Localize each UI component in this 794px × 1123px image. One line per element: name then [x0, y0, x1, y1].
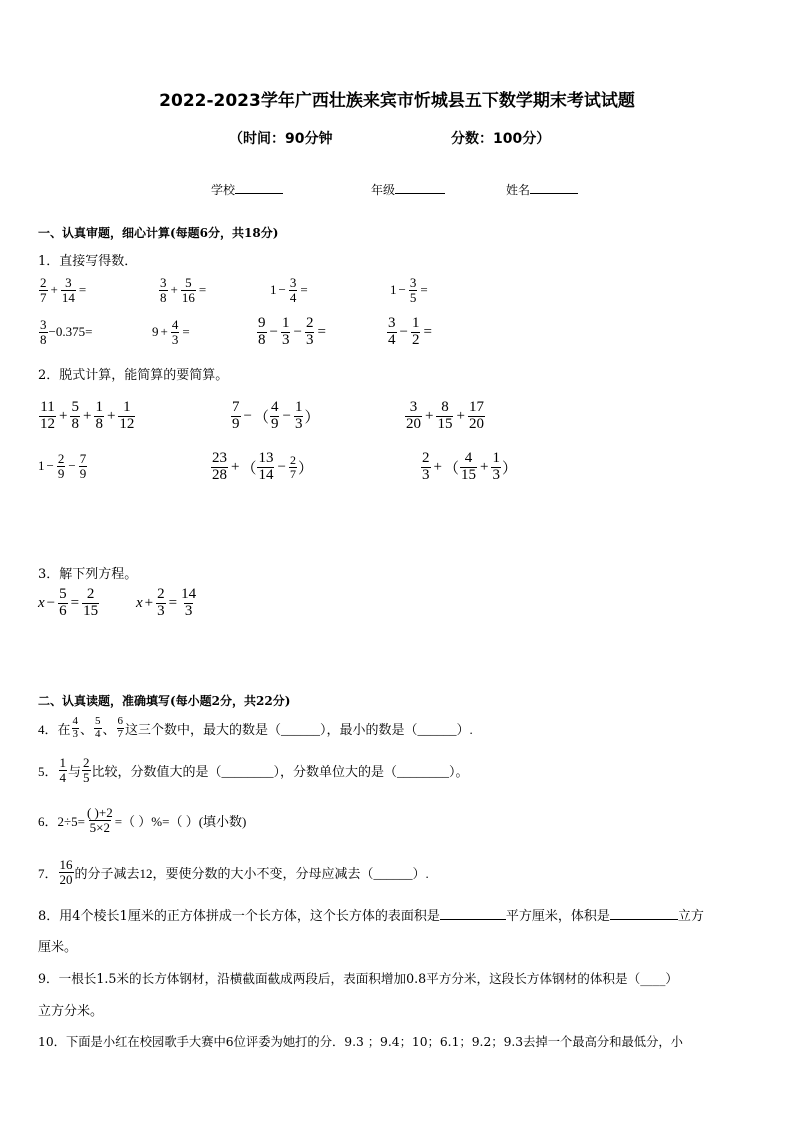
fraction: 3 8 [40, 317, 47, 347]
fraction: $\frac{5}{8}$ [71, 399, 79, 432]
q8-line-2: 厘米。 [38, 940, 78, 955]
fraction: 4 15 [460, 450, 476, 483]
q8-line-1: 8．用4个棱长1厘米的正方体拼成一个长方体，这个长方体的表面积是 平方厘米，体积是 立方 [38, 909, 704, 924]
fraction: 9 8 [258, 315, 266, 348]
q1-prompt: 1．直接写得数． [38, 254, 138, 269]
fraction: 23 28 [212, 450, 227, 483]
fraction: 11 12 [40, 399, 55, 432]
section2-heading: 二、认真读题，准确填写(每小题2分，共22分) [38, 694, 291, 708]
q1-item-4: 1 − $\frac{3}{5}$ = [390, 275, 428, 305]
q1-item-3: 1 − $\frac{3}{4}$ = [270, 275, 308, 305]
grade-label: 年级 [371, 183, 396, 197]
q5: 5． 1 4 与 2 5 比较，分数值大的是（________），分数单位大的是（________）。 [38, 755, 469, 785]
school-field[interactable] [211, 181, 283, 198]
fraction: 2 5 [83, 755, 90, 785]
fraction: $\frac{5}{16}$ [181, 275, 195, 305]
fraction: 3 8 [160, 275, 167, 305]
q3-equation-2: x + $\frac{2}{3}$ = $\frac{14}{3}$ [136, 586, 197, 619]
q2-item-4: 1 − $\frac{2}{9}$ − $\frac{7}{9}$ [38, 451, 87, 481]
q1-item-6: 9 + $\frac{4}{3}$ = [152, 317, 190, 347]
fraction: 1 4 [59, 755, 67, 785]
fraction: $\frac{7}{9}$ [79, 451, 87, 481]
fraction: 4 9 [270, 399, 279, 432]
section1-heading: 一、认真审题，细心计算(每题6分，共18分) [38, 226, 279, 240]
fraction: 3 20 [406, 399, 421, 432]
q1-item-1: 2 7 + $\frac{3}{14}$ = [40, 275, 87, 305]
fraction: 6 7 [117, 715, 124, 740]
fraction: $\frac{4}{3}$ [171, 317, 179, 347]
fraction: 5 4 [95, 715, 101, 740]
q3-equation-1: x − $\frac{5}{6}$ = $\frac{2}{15}$ [38, 586, 99, 619]
fraction: 2 3 [422, 450, 430, 483]
q6: 6．2÷5= $\frac{( )+2}{5\times 2}$ =（ ）%=（ ）(填小数) [38, 805, 247, 835]
fraction: 7 9 [232, 399, 240, 432]
q3-prompt: 3．解下列方程。 [38, 567, 138, 582]
fraction: $\frac{3}{4}$ [289, 275, 297, 305]
fraction: 13 14 [258, 450, 274, 483]
fraction: $\frac{1}{2}$ [411, 315, 420, 348]
fraction: $\frac{1}{3}$ [281, 315, 290, 348]
fraction: $\frac{14}{3}$ [181, 586, 197, 619]
q1-item-2: 3 8 + $\frac{5}{16}$ = [160, 275, 207, 305]
q2-item-2: 7 9 − （ 4 9 − $\frac{1}{3}$ ） [232, 399, 320, 432]
fraction: $\frac{1}{3}$ [294, 399, 303, 432]
q1-item-8: 3 4 − $\frac{1}{2}$ = [388, 315, 432, 348]
q2-item-6: 2 3 + （ 4 15 + $\frac{1}{3}$ ） [422, 450, 517, 483]
q2-prompt: 2．脱式计算，能简算的要简算。 [38, 368, 229, 383]
fraction: $\frac{2}{9}$ [57, 451, 65, 481]
fraction: $\frac{5}{6}$ [59, 586, 67, 619]
fraction: 3 4 [388, 315, 396, 348]
fraction: $\frac{17}{20}$ [468, 399, 484, 432]
q10: 10．下面是小红在校园歌手大赛中6位评委为她打的分．9.3 ；9.4；10；6.1；9.2；9.3去掉一个最高分和最低分，小 [38, 1035, 683, 1049]
score-label: 分数：100分） [451, 131, 551, 147]
fraction: $\frac{( )+2}{5\times 2}$ [86, 805, 113, 835]
fraction: $\frac{2}{15}$ [83, 586, 99, 619]
fraction: $\frac{3}{14}$ [61, 275, 75, 305]
q2-item-3: 3 20 + $\frac{8}{15}$ + $\frac{17}{20}$ [406, 399, 484, 432]
q4: 4．在 4 3 、 5 4 、 6 7 这三个数中，最大的数是（______），最小的数是（______）. [38, 715, 473, 740]
fraction: $\frac{8}{15}$ [437, 399, 453, 432]
school-label: 学校 [211, 183, 236, 197]
name-label: 姓名 [506, 183, 531, 197]
q9-line-2: 立方分米。 [38, 1004, 104, 1019]
fraction: $\frac{2}{7}$ [289, 453, 296, 481]
name-field[interactable] [506, 181, 578, 198]
fraction: $\frac{1}{8}$ [95, 399, 103, 432]
time-label: （时间：90分钟 [229, 131, 333, 147]
q2-item-5: 23 28 + （ 13 14 − $\frac{2}{7}$ ） [212, 450, 313, 483]
q2-item-1: 11 12 + $\frac{5}{8}$ + $\frac{1}{8}$ + $\frac{1}{12}$ [40, 399, 135, 432]
grade-field[interactable] [371, 181, 445, 198]
fraction: $\frac{1}{3}$ [492, 450, 500, 483]
q9-line-1: 9．一根长1.5米的长方体钢材，沿横截面截成两段后，表面积增加0.8平方分米，这段长方体钢材的体积是（____） [38, 971, 678, 986]
page-title: 2022-2023学年广西壮族来宾市忻城县五下数学期末考试试题 [159, 91, 635, 111]
fraction: 2 7 [40, 275, 47, 305]
fraction: 4 3 [72, 715, 79, 740]
q1-item-5: 3 8 −0.375= [40, 317, 93, 347]
q1-item-7: 9 8 − $\frac{1}{3}$ − $\frac{2}{3}$ = [258, 315, 326, 348]
q7: 7． 16 20 的分子减去12，要使分数的大小不变，分母应减去（______）. [38, 857, 429, 887]
fraction: $\frac{1}{12}$ [119, 399, 135, 432]
fraction: 16 20 [59, 857, 73, 887]
fraction: $\frac{3}{5}$ [409, 275, 417, 305]
fraction: $\frac{2}{3}$ [157, 586, 165, 619]
fraction: $\frac{2}{3}$ [305, 315, 314, 348]
